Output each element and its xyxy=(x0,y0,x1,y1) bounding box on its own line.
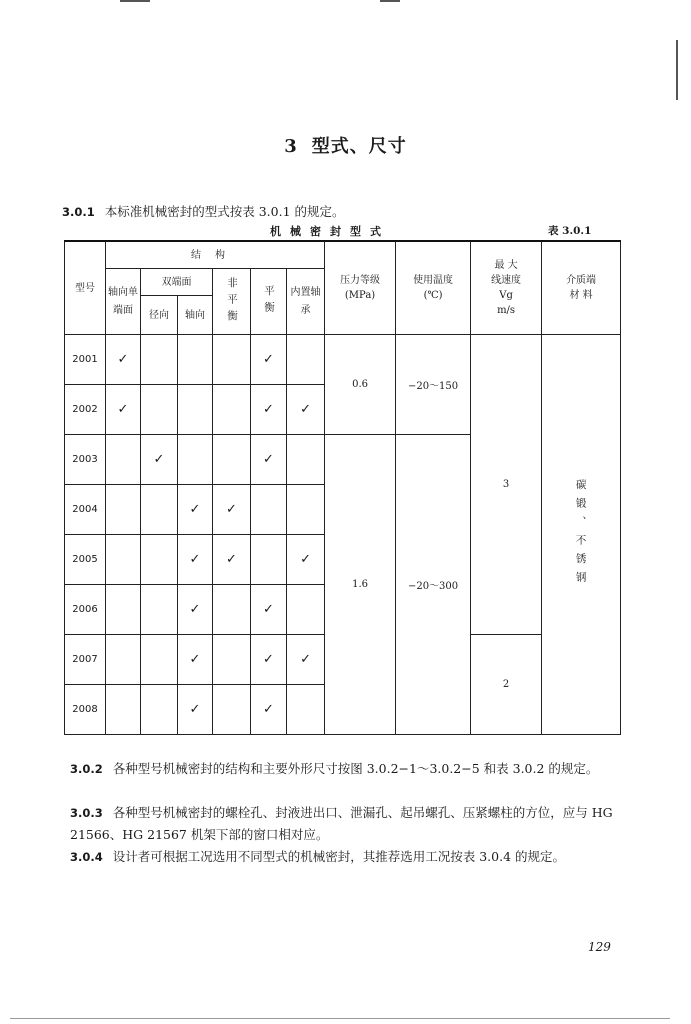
check-cell: ✓ xyxy=(287,385,325,435)
temperature-cell: −20～300 xyxy=(396,435,471,735)
check-cell xyxy=(106,635,141,685)
model-cell: 2001 xyxy=(65,335,106,385)
clause-number: 3.0.4 xyxy=(70,850,103,864)
section-number: 3 xyxy=(284,136,298,157)
header-axial-single: 轴向单端面 xyxy=(106,269,141,335)
model-cell: 2006 xyxy=(65,585,106,635)
check-cell: ✓ xyxy=(287,635,325,685)
check-cell xyxy=(141,485,178,535)
check-cell: ✓ xyxy=(178,685,213,735)
header-double: 双端面 xyxy=(141,269,213,296)
paragraph-text: 各种型号机械密封的螺栓孔、封液进出口、泄漏孔、起吊螺孔、压紧螺柱的方位，应与 HG 21566、HG 21567 机架下部的窗口相对应。 xyxy=(70,805,613,842)
check-cell xyxy=(141,685,178,735)
check-cell: ✓ xyxy=(251,585,287,635)
check-cell: ✓ xyxy=(141,435,178,485)
check-cell: ✓ xyxy=(178,635,213,685)
paragraph-3-0-1 xyxy=(62,202,345,222)
clause-number: 3.0.2 xyxy=(70,762,103,776)
scan-mark xyxy=(120,0,150,2)
header-pressure-unit: (MPa) xyxy=(344,290,376,301)
header-pressure xyxy=(325,241,396,335)
check-cell: ✓ xyxy=(106,385,141,435)
check-cell xyxy=(106,535,141,585)
paragraph-3-0-3 xyxy=(70,802,630,846)
header-speed-line-4: m/s xyxy=(497,305,516,316)
check-cell: ✓ xyxy=(251,385,287,435)
check-cell xyxy=(178,385,213,435)
header-temperature-label: 使用温度 xyxy=(413,275,454,286)
check-cell: ✓ xyxy=(251,335,287,385)
paragraph-text: 各种型号机械密封的结构和主要外形尺寸按图 3.0.2−1～3.0.2−5 和表 3.0.2 的规定。 xyxy=(112,761,599,776)
table-number: 表 3.0.1 xyxy=(548,225,592,237)
header-speed-line-3: Vg xyxy=(499,290,513,301)
check-cell: ✓ xyxy=(251,685,287,735)
check-cell: ✓ xyxy=(178,585,213,635)
header-speed-line-1: 最 大 xyxy=(494,260,518,271)
speed-cell: 3 xyxy=(471,335,542,635)
header-medium-material xyxy=(542,241,621,335)
paragraph-text: 设计者可根据工况选用不同型式的机械密封，其推荐选用工况按表 3.0.4 的规定。 xyxy=(112,849,566,864)
header-balanced xyxy=(251,269,287,335)
check-cell: ✓ xyxy=(178,535,213,585)
check-cell xyxy=(213,385,251,435)
temperature-cell: −20～150 xyxy=(396,335,471,435)
header-structure: 结构 xyxy=(106,241,325,269)
check-cell xyxy=(141,335,178,385)
model-cell: 2002 xyxy=(65,385,106,435)
check-cell xyxy=(213,685,251,735)
model-cell: 2007 xyxy=(65,635,106,685)
page-number: 129 xyxy=(588,940,611,954)
check-cell xyxy=(106,585,141,635)
paragraph-3-0-4 xyxy=(70,846,630,868)
scan-mark xyxy=(676,40,678,100)
scan-mark xyxy=(10,1018,670,1019)
check-cell xyxy=(141,535,178,585)
header-balanced-text: 平衡 xyxy=(263,285,275,318)
section-title: 型式、尺寸 xyxy=(311,136,407,157)
check-cell xyxy=(213,435,251,485)
check-cell xyxy=(178,335,213,385)
material-cell xyxy=(542,335,621,735)
check-cell: ✓ xyxy=(106,335,141,385)
pressure-cell: 0.6 xyxy=(325,335,396,435)
check-cell: ✓ xyxy=(251,635,287,685)
model-cell: 2008 xyxy=(65,685,106,735)
check-cell xyxy=(287,685,325,735)
model-cell: 2003 xyxy=(65,435,106,485)
check-cell xyxy=(141,585,178,635)
check-cell xyxy=(213,635,251,685)
table-row xyxy=(65,335,621,385)
check-cell: ✓ xyxy=(213,485,251,535)
section-heading xyxy=(0,132,691,158)
check-cell xyxy=(106,485,141,535)
header-built-in-bearing: 内置轴承 xyxy=(287,269,325,335)
header-pressure-label: 压力等级 xyxy=(340,275,381,286)
header-unbalanced xyxy=(213,269,251,335)
check-cell: ✓ xyxy=(213,535,251,585)
header-temperature xyxy=(396,241,471,335)
paragraph-3-0-2 xyxy=(70,758,630,780)
pressure-cell: 1.6 xyxy=(325,435,396,735)
paragraph-text: 本标准机械密封的型式按表 3.0.1 的规定。 xyxy=(104,204,345,219)
check-cell xyxy=(287,435,325,485)
header-radial: 径向 xyxy=(141,296,178,335)
check-cell xyxy=(178,435,213,485)
check-cell xyxy=(287,485,325,535)
check-cell xyxy=(251,485,287,535)
material-text: 碳锻、不锈钢 xyxy=(574,479,587,590)
check-cell xyxy=(141,635,178,685)
header-unbalanced-text: 非平衡 xyxy=(226,276,238,327)
check-cell xyxy=(141,385,178,435)
clause-number: 3.0.1 xyxy=(62,205,95,219)
header-axial: 轴向 xyxy=(178,296,213,335)
seal-type-table xyxy=(64,240,621,735)
clause-number: 3.0.3 xyxy=(70,806,103,820)
check-cell xyxy=(213,585,251,635)
table-title: 机械密封型式 xyxy=(270,225,390,238)
check-cell: ✓ xyxy=(251,435,287,485)
header-medium-line-1: 介质端 xyxy=(566,275,597,286)
check-cell xyxy=(213,335,251,385)
model-cell: 2004 xyxy=(65,485,106,535)
header-speed-line-2: 线速度 xyxy=(491,275,522,286)
model-cell: 2005 xyxy=(65,535,106,585)
header-temperature-unit: (℃) xyxy=(423,290,443,301)
header-model: 型号 xyxy=(65,241,106,335)
header-speed xyxy=(471,241,542,335)
scan-mark xyxy=(380,0,400,2)
check-cell xyxy=(287,585,325,635)
check-cell: ✓ xyxy=(178,485,213,535)
speed-cell: 2 xyxy=(471,635,542,735)
check-cell xyxy=(251,535,287,585)
check-cell xyxy=(106,685,141,735)
check-cell xyxy=(106,435,141,485)
check-cell: ✓ xyxy=(287,535,325,585)
header-medium-line-2: 材 料 xyxy=(569,290,593,301)
check-cell xyxy=(287,335,325,385)
